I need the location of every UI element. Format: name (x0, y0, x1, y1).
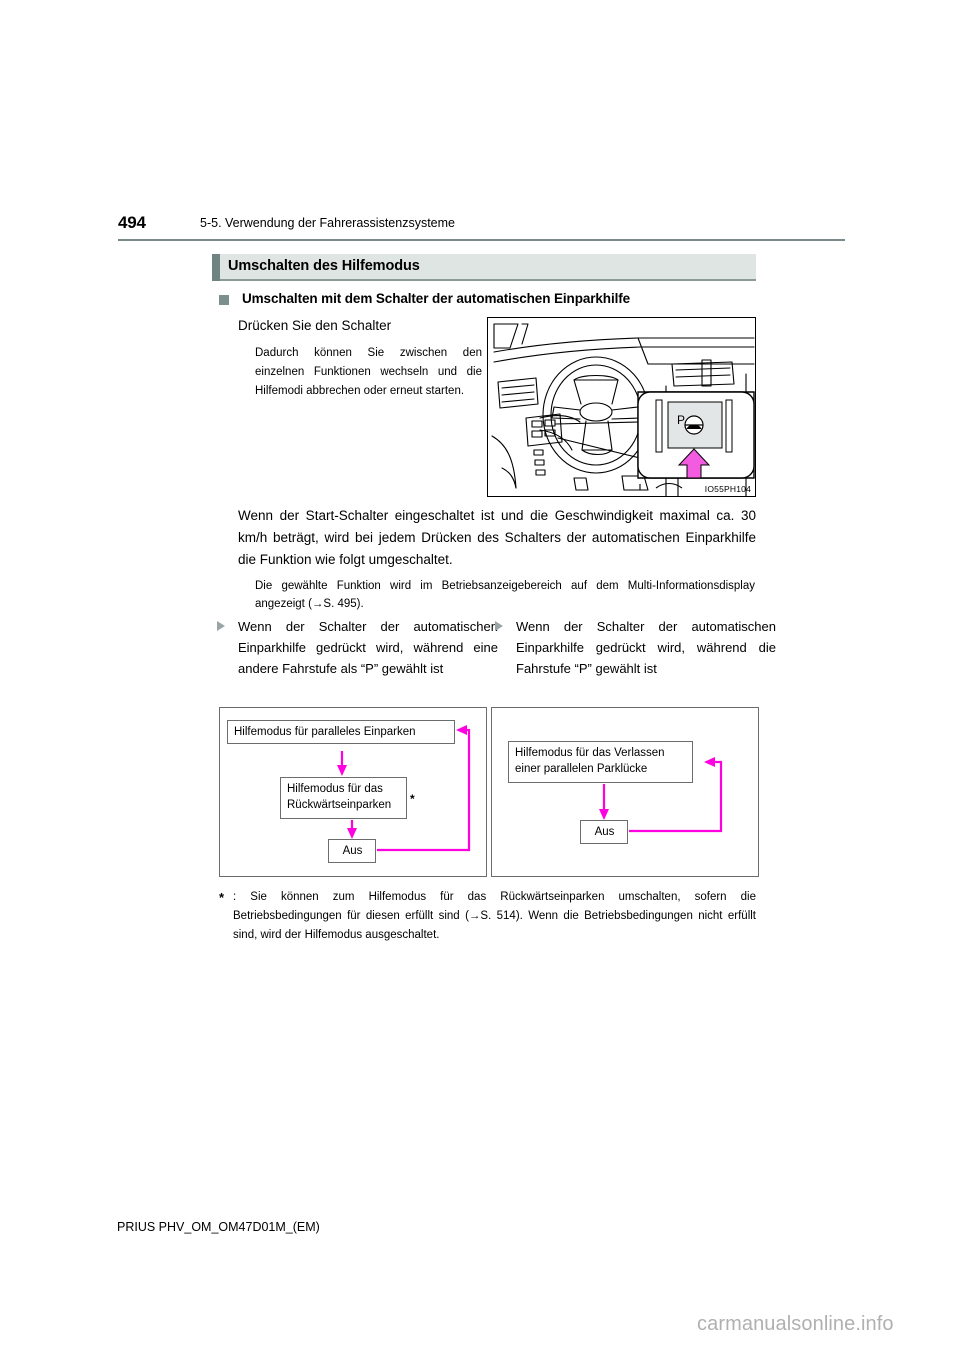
section-accent-bar (212, 254, 220, 281)
flow-node-exit-parallel-space (508, 741, 693, 783)
triangle-bullet-icon (217, 621, 225, 631)
callout-bubble (638, 392, 754, 490)
arrowhead-down-1 (599, 809, 609, 820)
main-paragraph: Wenn der Start-Schalter eingeschaltet ist und die Geschwindigkeit maximal ca. 30 km/h beträgt, wird bei jedem Drücken des Schalters der automatischen Einparkhilfe die Funktion wie folgt umgeschaltet. (238, 508, 756, 567)
flow-diagram-left (219, 707, 487, 877)
chapter-title: 5-5. Verwendung der Fahrerassistenzsysteme (200, 216, 455, 230)
page-header (118, 213, 845, 237)
flow-node-reverse-parking (280, 777, 407, 819)
condition-left-text: Wenn der Schalter der automatischen Einparkhilfe gedrückt wird, während eine andere Fahrstufe als “P” gewählt ist (238, 619, 498, 676)
flow-node-label-line1: Hilfemodus für das (287, 783, 383, 795)
arrowhead-left-loop (456, 725, 467, 735)
flow-node-off-right (580, 820, 628, 844)
illustration-caption: IO55PH104 (704, 484, 751, 494)
dashboard-line-art (488, 318, 755, 496)
instruction-heading: Drücken Sie den Schalter (238, 318, 392, 333)
arrowhead-left-loop (704, 757, 715, 767)
footnote-text: : Sie können zum Hilfemodus für das Rückwärtseinparken umschalten, sofern die Betriebsbedingungen für diesen erfüllt sind (→S. 514). Wenn die Betriebsbedingungen nicht erfüllt sind, wird der Hilfemodus ausgeschaltet. (233, 891, 756, 941)
flow-node-label: Hilfemodus für paralleles Einparken (234, 726, 416, 738)
section-header-bar (212, 254, 756, 281)
square-bullet-icon (219, 295, 229, 305)
sub-paragraph: Die gewählte Funktion wird im Betriebsanzeigebereich auf dem Multi-Informationsdisplay angezeigt (→S. 495). (255, 580, 755, 610)
flow-node-label: Aus (342, 845, 363, 857)
triangle-bullet-icon (495, 621, 503, 631)
site-watermark: carmanualsonline.info (697, 1313, 894, 1335)
header-divider (118, 239, 845, 241)
flow-node-label-line2: Rückwärtseinparken (287, 799, 392, 811)
flow-diagram-right (491, 707, 759, 877)
subsection-heading (219, 291, 759, 311)
flow-node-label-line1: Hilfemodus für das Verlassen (515, 747, 665, 759)
arrowhead-down-2 (347, 828, 357, 839)
flow-arrows-right (492, 708, 758, 876)
arrowhead-down-1 (337, 765, 347, 776)
footnote-star-marker: * (219, 890, 225, 905)
section-title: Umschalten des Hilfemodus (228, 258, 420, 274)
subsection-title: Umschalten mit dem Schalter der automatischen Einparkhilfe (242, 291, 631, 306)
page-number: 494 (118, 213, 146, 232)
flow-node-off-left (328, 839, 376, 863)
flow-node-label-line2: einer parallelen Parklücke (515, 763, 648, 775)
flow-node-parallel-parking (227, 720, 455, 744)
condition-right-text: Wenn der Schalter der automatischen Einparkhilfe gedrückt wird, während die Fahrstufe “P” gewählt ist (516, 619, 776, 676)
flow-node-label: Aus (594, 826, 615, 838)
instruction-detail: Dadurch können Sie zwischen den einzelnen Funktionen wechseln und die Hilfemodi abbrechen oder erneut starten. (255, 347, 482, 397)
condition-left (238, 616, 498, 679)
dashboard-illustration (487, 317, 756, 497)
svg-text:P: P (677, 413, 686, 427)
condition-right (516, 616, 776, 679)
document-code: PRIUS PHV_OM_OM47D01M_(EM) (117, 1220, 320, 1234)
footnote-marker-reverse-parking: * (410, 792, 415, 806)
